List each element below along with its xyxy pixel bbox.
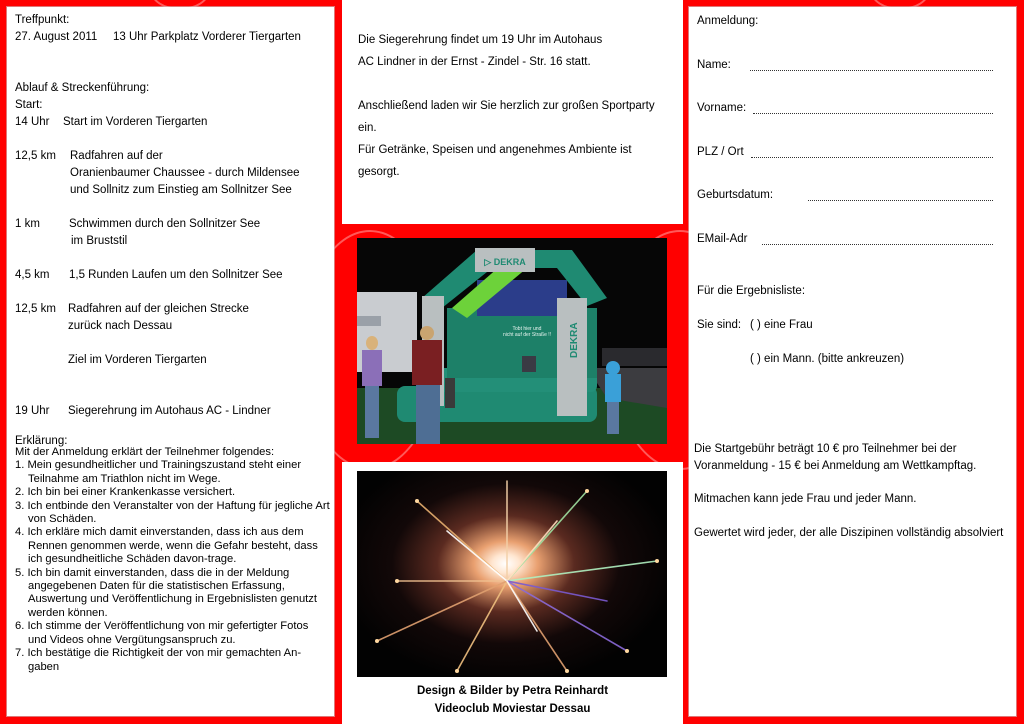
firstname-field-line[interactable] <box>753 113 993 114</box>
schedule-key: 12,5 km <box>15 303 56 315</box>
email-field-line[interactable] <box>762 244 993 245</box>
credit-design: Design & Bilder by Petra Reinhardt <box>416 685 609 697</box>
svg-text:▷ DEKRA: ▷ DEKRA <box>484 257 526 267</box>
schedule-key: 14 Uhr <box>15 116 50 128</box>
name-field[interactable] <box>697 58 1007 72</box>
schedule-text: 1,5 Runden Laufen um den Sollnitzer See <box>69 269 283 281</box>
registration-label: Anmeldung: <box>697 15 759 27</box>
meeting-place: 13 Uhr Parkplatz Vorderer Tiergarten <box>113 31 301 43</box>
schedule-key: 19 Uhr <box>15 405 50 417</box>
declaration-intro: Mit der Anmeldung erklärt der Teilnehmer folgendes: <box>15 446 275 458</box>
ceremony-text: AC Lindner in der Ernst - Zindel - Str. 16 statt. <box>358 56 591 68</box>
email-field[interactable] <box>697 232 1007 246</box>
schedule-text: im Bruststil <box>71 235 128 247</box>
fireworks-photo <box>357 471 667 677</box>
party-text: ein. <box>358 122 377 134</box>
declaration-item: 2. Ich bin bei einer Krankenkasse versichert. <box>15 486 236 499</box>
zip-city-field[interactable] <box>697 145 1007 159</box>
birthdate-field-label: Geburtsdatum: <box>697 189 774 201</box>
scoring-text: Gewertet wird jeder, der alle Diszipinen vollständig absolviert <box>694 527 1004 539</box>
party-text: Anschließend laden wir Sie herzlich zur großen Sportparty <box>358 100 655 112</box>
declaration-item: 1. Mein gesundheitlicher und Trainingszustand steht einer Teilnahme am Triathlon nicht im Wege. <box>15 459 302 485</box>
fee-text: Die Startgebühr beträgt 10 € pro Teilnehmer bei der <box>694 443 957 455</box>
schedule-text: Oranienbaumer Chaussee - durch Mildensee <box>70 167 300 179</box>
zip-city-field-line[interactable] <box>751 157 993 158</box>
gender-option-male[interactable]: ( ) ein Mann. (bitte ankreuzen) <box>750 353 905 365</box>
schedule-key: 12,5 km <box>15 150 56 162</box>
gender-option-female[interactable]: ( ) eine Frau <box>750 319 813 331</box>
declaration-list <box>15 446 330 674</box>
firstname-field[interactable] <box>697 101 1007 115</box>
schedule-label: Ablauf & Streckenführung: <box>15 82 150 94</box>
schedule-text: Siegerehrung im Autohaus AC - Lindner <box>68 405 271 417</box>
schedule-text: Start im Vorderen Tiergarten <box>63 116 208 128</box>
schedule-text: Radfahren auf der gleichen Strecke <box>68 303 249 315</box>
declaration-item: 3. Ich entbinde den Veranstalter von der Haftung für jegliche Art von Schäden. <box>15 499 330 526</box>
credit-club: Videoclub Moviestar Dessau <box>434 703 591 715</box>
declaration-item: 7. Ich bestätige die Richtigkeit der von mir gemachten An-gaben <box>15 647 302 673</box>
finish-text: Ziel im Vorderen Tiergarten <box>68 354 207 366</box>
party-text: Für Getränke, Speisen und angenehmes Ambiente ist <box>358 144 632 156</box>
name-field-line[interactable] <box>750 70 993 71</box>
schedule-text: zurück nach Dessau <box>68 320 173 332</box>
svg-text:DEKRA: DEKRA <box>569 322 580 358</box>
bouncy-castle-photo <box>357 238 667 444</box>
registration-panel <box>689 7 1016 716</box>
declaration-item: 4. Ich erkläre mich damit einverstanden, dass ich aus dem Rennen genommen werde, wenn die Gefahr besteht, dass ich gesundheitliche Schäden davon-trage. <box>15 526 318 566</box>
bouncy-castle-image <box>357 238 667 444</box>
name-field-label: Name: <box>697 59 731 71</box>
everyone-text: Mitmachen kann jede Frau und jeder Mann. <box>694 493 917 505</box>
fireworks-image <box>357 471 667 677</box>
meeting-label: Treffpunkt: <box>15 14 70 26</box>
ceremony-panel <box>342 0 683 224</box>
email-field-label: EMail-Adr <box>697 233 748 245</box>
schedule-text: Schwimmen durch den Sollnitzer See <box>69 218 261 230</box>
results-label: Für die Ergebnisliste: <box>697 285 806 297</box>
svg-text:Tobt hier und: Tobt hier und <box>512 326 542 332</box>
birthdate-field[interactable] <box>697 188 1007 202</box>
declaration-item: 6. Ich stimme der Veröffentlichung von mir gefertigter Fotos und Videos ohne Vergütungsanspruch zu. <box>15 620 309 646</box>
schedule-key: 4,5 km <box>15 269 50 281</box>
left-panel-schedule <box>7 7 334 716</box>
fee-text: Voranmeldung - 15 € bei Anmeldung am Wettkampftag. <box>694 460 977 472</box>
firstname-field-label: Vorname: <box>697 102 747 114</box>
declaration-item: 5. Ich bin damit einverstanden, dass die in der Meldung angegebenen Daten für die statistischen Erfassung, Auswertung und Veröffentlichung in Ergebnislisten genutzt werden können. <box>15 566 317 619</box>
birthdate-field-line[interactable] <box>808 200 993 201</box>
credits-panel <box>342 462 683 724</box>
meeting-date: 27. August 2011 <box>15 31 98 43</box>
start-label: Start: <box>15 99 43 111</box>
svg-text:nicht auf der Straße !!: nicht auf der Straße !! <box>502 332 552 338</box>
party-text: gesorgt. <box>358 166 400 178</box>
declaration-label: Erklärung: <box>15 435 68 447</box>
schedule-key: 1 km <box>15 218 40 230</box>
gender-prefix: Sie sind: <box>697 319 742 331</box>
zip-city-field-label: PLZ / Ort <box>697 146 744 158</box>
schedule-text: und Sollnitz zum Einstieg am Sollnitzer See <box>70 184 292 196</box>
schedule-text: Radfahren auf der <box>70 150 163 162</box>
ceremony-text: Die Siegerehrung findet um 19 Uhr im Autohaus <box>358 34 603 46</box>
